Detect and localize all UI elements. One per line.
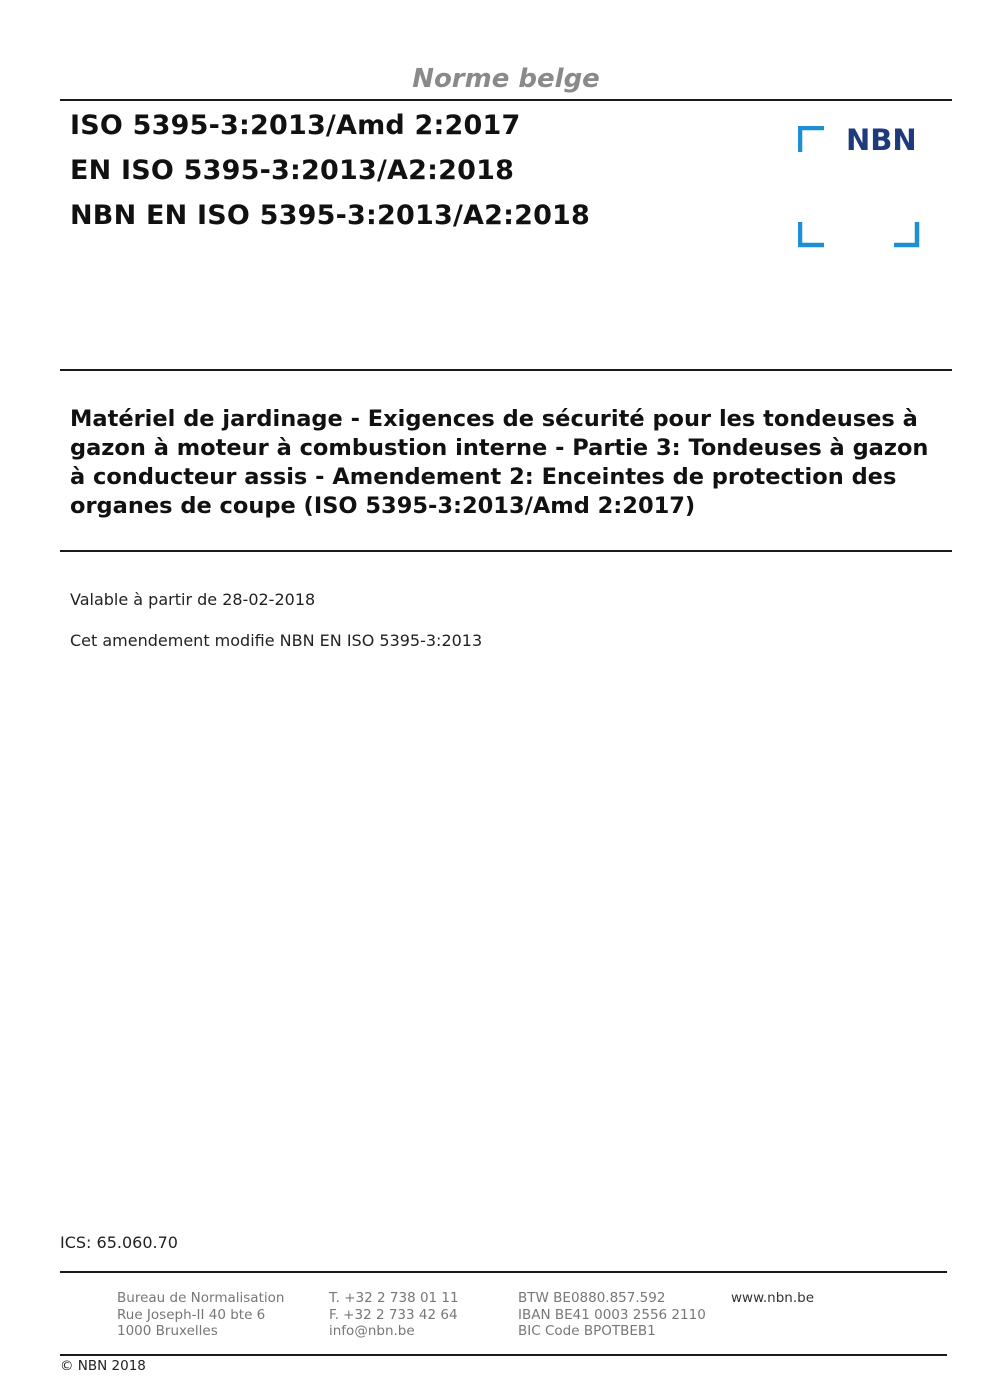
valid-from-text: Valable à partir de 28-02-2018 [70,590,316,609]
nbn-reference-code: NBN EN ISO 5395-3:2013/A2:2018 [70,200,591,231]
footer-address-line: Rue Joseph-II 40 bte 6 [117,1306,266,1323]
footer-address-line: Bureau de Normalisation [117,1290,285,1306]
ics-code: ICS: 65.060.70 [60,1233,178,1252]
header-top-rule [60,99,952,101]
logo-wordmark: NBN [846,126,917,157]
logo-bracket-bottom-right [894,222,917,245]
nbn-logo [798,126,920,248]
footer-website [731,1290,814,1307]
footer-contact [329,1290,459,1340]
footer-address-line: 1000 Bruxelles [117,1323,218,1339]
footer-website-link[interactable]: www.nbn.be [731,1290,815,1306]
amends-text: Cet amendement modifie NBN EN ISO 5395-3:2013 [70,631,483,650]
footer-address [117,1290,284,1340]
footer-phone: T. +32 2 738 01 11 [329,1290,459,1306]
logo-bracket-top-left [800,128,824,152]
iso-reference-code: ISO 5395-3:2013/Amd 2:2017 [70,110,521,141]
footer-fax: F. +32 2 733 42 64 [329,1306,458,1323]
footer-top-rule [60,1271,947,1273]
footer-bottom-rule [60,1354,947,1356]
footer-vat-number: BTW BE0880.857.592 [518,1290,666,1306]
title-bottom-rule [60,550,952,552]
document-title: Matériel de jardinage - Exigences de sécurité pour les tondeuses à gazon à moteur à combustion interne - Partie 3: Tondeuses à gazon à conducteur assis - Amendement 2: Enceintes de protection des organes de coupe (ISO 5395-3:2013/Amd 2:2017) [70,406,929,519]
logo-bracket-bottom-left [800,222,824,245]
footer-email-link[interactable]: info@nbn.be [329,1323,415,1339]
footer-iban: IBAN BE41 0003 2556 2110 [518,1306,706,1323]
en-reference-code: EN ISO 5395-3:2013/A2:2018 [70,155,515,186]
document-kind-label: Norme belge [412,64,600,94]
footer-bic: BIC Code BPOTBEB1 [518,1323,656,1339]
copyright-notice: © NBN 2018 [60,1358,146,1374]
footer-bank-details [518,1290,706,1340]
title-top-rule [60,369,952,371]
